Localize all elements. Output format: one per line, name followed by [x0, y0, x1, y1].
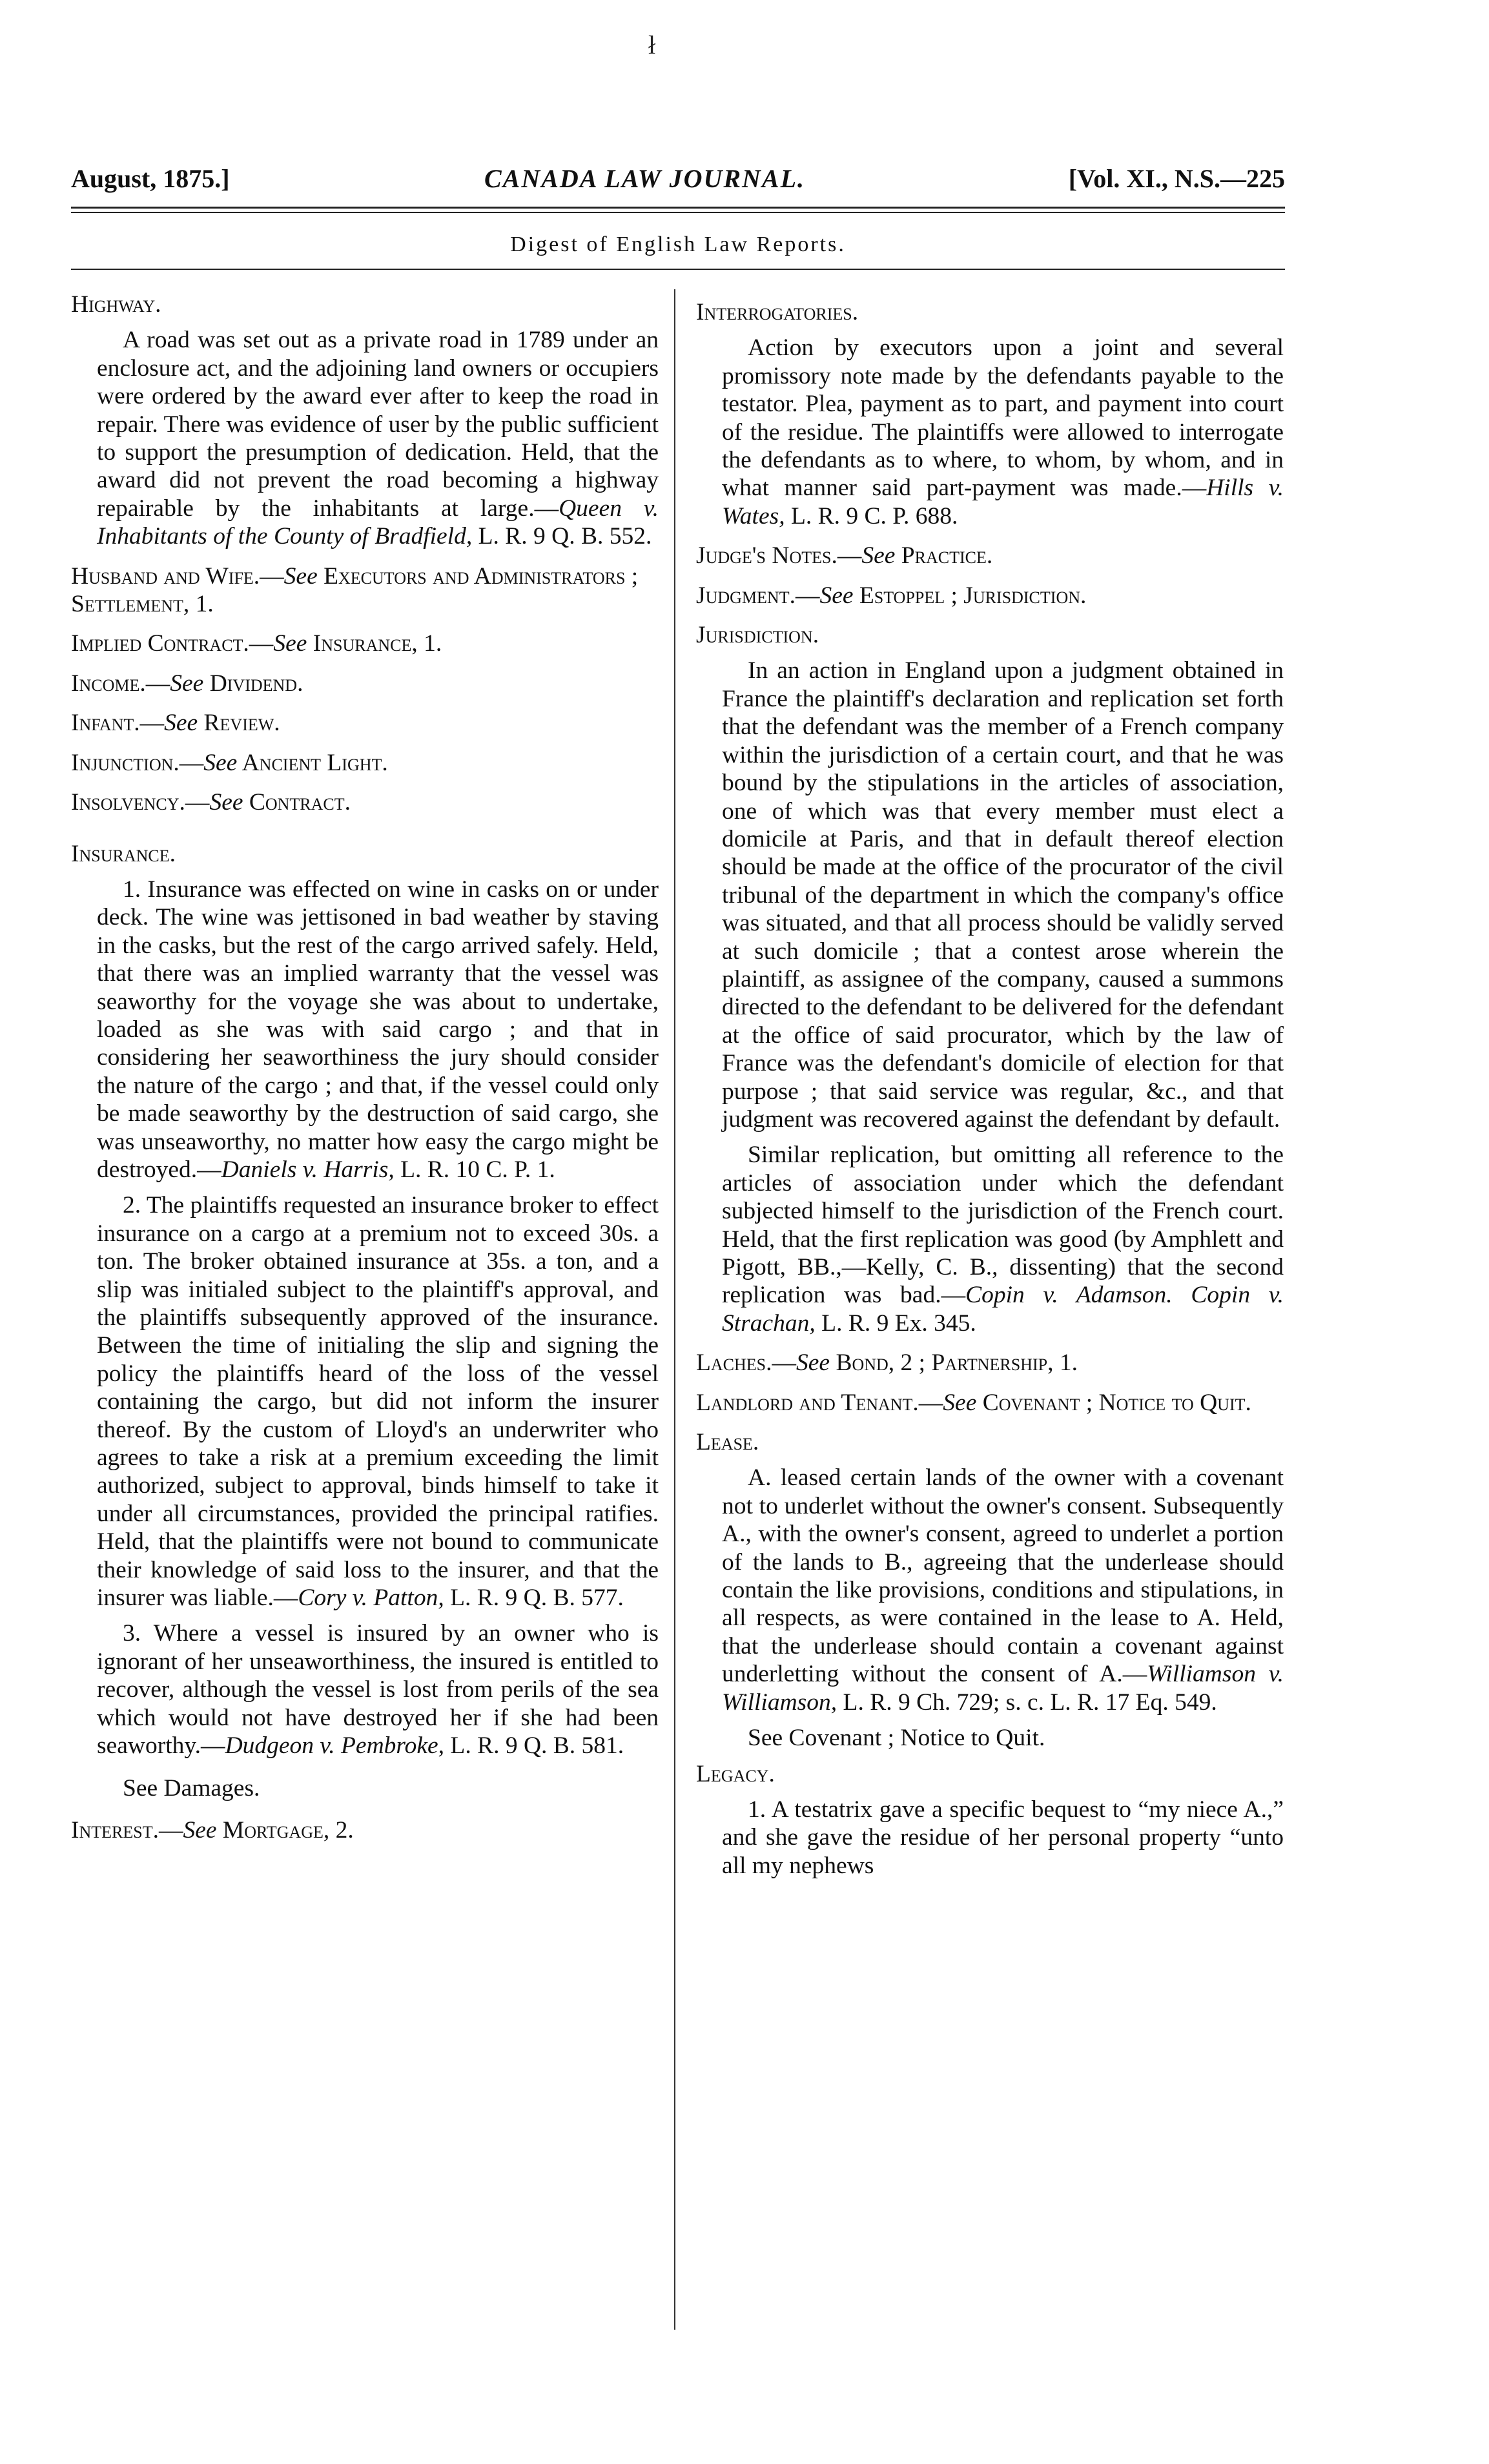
- section-rule: [71, 269, 1285, 270]
- entry-highway: A road was set out as a private road in 1789 under an enclosure act, and the adjoining land owners or occupiers were ordered by the award ever after to keep the road in repair. There was evidence of user by the public sufficient to support the presumption of dedication. Held, that the award did not prevent the road becoming a highway repairable by the inhabitants at large.—Queen v. Inhabitants of the County of Bradfield, L. R. 9 Q. B. 552.: [97, 327, 659, 550]
- insurance-see-also: See Damages.: [123, 1774, 260, 1802]
- heading-highway: Highway.: [71, 291, 161, 318]
- header-volume: [Vol. XI., N.S.—225: [1068, 164, 1285, 193]
- xref-judges-notes: Judge's Notes.—See Practice.: [696, 542, 993, 570]
- column-divider: [674, 289, 675, 2330]
- entry-lease: A. leased certain lands of the owner with a covenant not to underlet without the owner's consent. Subsequently A., with the owner's consent, agreed to underlet a portion of the lands to B., agreeing that the underlease should contain the like provisions, conditions and stipulations, in all respects, as were contained in the lease to A. Held, that the underlease should contain a covenant against underletting without the consent of A.—Williamson v. Williamson, L. R. 9 Ch. 729; s. c. L. R. 17 Eq. 549.: [722, 1464, 1284, 1716]
- xref-landlord-and-tenant: Landlord and Tenant.—See Covenant ; Notice to Quit.: [696, 1389, 1251, 1416]
- heading-lease: Lease.: [696, 1429, 759, 1456]
- entry-jurisdiction-1: In an action in England upon a judgment obtained in France the plaintiff's declaration and replication set forth that the defendant was the member of a French company within the jurisdiction of a certain court, and that he was bound by the stipulations in the articles of association, one of which was that every member must elect a domicile at Paris, and that in default thereof election should be made at the office of the procurator of the civil tribunal of the department in which the company's office was situated, and that all process should be validly served at such domicile ; that a contest arose wherein the plaintiff, as assignee of the company, caused a summons directed to the defendant to be delivered for the defendant at the office of said procurator, which by the law of France was the defendant's domicile of election for that purpose ; that said service was regular, &c., and that judgment was recovered against the defendant by default.: [722, 657, 1284, 1133]
- lease-see-also: See Covenant ; Notice to Quit.: [748, 1725, 1045, 1752]
- heading-legacy: Legacy.: [696, 1760, 775, 1787]
- entry-legacy-1: 1. A testatrix gave a specific bequest to “my niece A.,” and she gave the residue of her personal property “unto all my nephews: [722, 1796, 1284, 1879]
- xref-income: Income.—See Dividend.: [71, 670, 303, 697]
- right-column: [696, 291, 1284, 1887]
- entry-jurisdiction-2: Similar replication, but omitting all reference to the articles of association under which the defendant subjected himself to the jurisdiction of the French court. Held, that the first replication was good (by Amphlett and Pigott, BB.,—Kelly, C. B., dissenting) that the second replication was bad.—Copin v. Adamson. Copin v. Strachan, L. R. 9 Ex. 345.: [722, 1142, 1284, 1337]
- heading-interrogatories: Interrogatories.: [696, 299, 859, 325]
- xref-interest: Interest.—See Mortgage, 2.: [71, 1816, 354, 1843]
- running-head: [71, 156, 1285, 201]
- xref-judgment: Judgment.—See Estoppel ; Jurisdiction.: [696, 582, 1087, 609]
- top-mark: ł: [648, 30, 656, 59]
- header-rule-top: [71, 207, 1285, 209]
- entry-insurance-1: 1. Insurance was effected on wine in casks on or under deck. The wine was jettisoned in bad weather by staving in the casks, but the rest of the cargo arrived safely. Held, that there was an implied warranty that the vessel was seaworthy for the voyage she was about to undertake, loaded as she was with said cargo ; and that in considering her seaworthiness the jury should consider the nature of the cargo ; and that, if the vessel could only be made seaworthy by the destruction of said cargo, she was unseaworthy, no matter how easy the cargo might be destroyed.—Daniels v. Harris, L. R. 10 C. P. 1.: [97, 876, 659, 1183]
- xref-insolvency: Insolvency.—See Contract.: [71, 789, 351, 816]
- xref-injunction: Injunction.—See Ancient Light.: [71, 749, 388, 776]
- header-journal-title: CANADA LAW JOURNAL.: [484, 164, 806, 193]
- entry-interrogatories: Action by executors upon a joint and several promissory note made by the defendants payable to the testator. Plea, payment as to part, and payment into court of the residue. The plaintiffs were allowed to interrogate the defendants as to where, to whom, by whom, and in what manner said part-payment was made.—Hills v. Wates, L. R. 9 C. P. 688.: [722, 334, 1284, 529]
- header-date: August, 1875.]: [71, 164, 230, 193]
- heading-husband-and-wife: Husband and Wife.—See Executors and Administrators ; Settlement, 1.: [71, 562, 639, 618]
- xref-laches: Laches.—See Bond, 2 ; Partnership, 1.: [696, 1350, 1078, 1377]
- entry-insurance-2: 2. The plaintiffs requested an insurance broker to effect insurance on a cargo at a premium not to exceed 30s. a ton. The broker obtained insurance at 35s. a ton, and a slip was initialed subject to the plaintiff's approval, and the plaintiffs subsequently approved of the insurance. Between the time of initialing the slip and signing the policy the plaintiffs heard of the loss of the vessel containing the cargo, but did not inform the insurer thereof. By the custom of Lloyd's an underwriter who agrees to take a risk at a premium exceeding the limit authorized, subject to approval, binds himself to take it under all circumstances, provided the principal ratifies. Held, that the plaintiffs were not bound to communicate their knowledge of said loss to the insurer, and that the insurer was liable.—Cory v. Patton, L. R. 9 Q. B. 577.: [97, 1192, 659, 1612]
- xref-infant: Infant.—See Review.: [71, 710, 280, 737]
- left-column: [71, 291, 659, 1852]
- header-rule-second: [71, 212, 1285, 213]
- heading-jurisdiction: Jurisdiction.: [696, 622, 819, 649]
- entry-insurance-3: 3. Where a vessel is insured by an owner who is ignorant of her unseaworthiness, the insured is entitled to recover, although the vessel is lost from perils of the sea which would not have destroyed her if she had been seaworthy.—Dudgeon v. Pembroke, L. R. 9 Q. B. 581.: [97, 1620, 659, 1760]
- xref-implied-contract: Implied Contract.—See Insurance, 1.: [71, 630, 442, 657]
- section-title: Digest of English Law Reports.: [510, 232, 846, 256]
- heading-insurance: Insurance.: [71, 840, 176, 867]
